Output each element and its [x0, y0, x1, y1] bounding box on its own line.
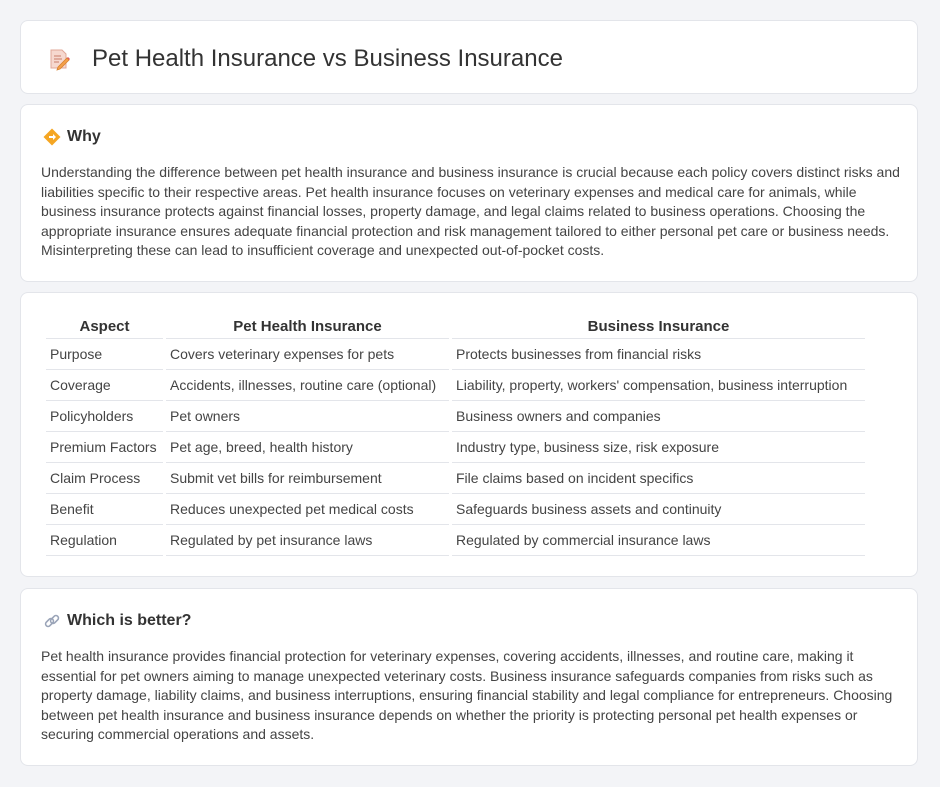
- table-cell: Submit vet bills for reimbursement: [166, 463, 449, 494]
- table-cell: Covers veterinary expenses for pets: [166, 339, 449, 370]
- table-cell: Business owners and companies: [452, 401, 865, 432]
- column-header: Pet Health Insurance: [166, 315, 449, 339]
- table-cell: Protects businesses from financial risks: [452, 339, 865, 370]
- table-cell: Claim Process: [46, 463, 163, 494]
- document-pencil-icon: [47, 47, 71, 71]
- table-cell: Benefit: [46, 494, 163, 525]
- column-header: Business Insurance: [452, 315, 865, 339]
- table-cell: Purpose: [46, 339, 163, 370]
- table-row: [46, 525, 865, 556]
- why-text: Understanding the difference between pet health insurance and business insurance is crucial because each policy covers distinct risks and liabilities specific to their respective areas. Pet health insurance focuses on veterinary expenses and medical care for animals, while business insurance protects against financial losses, property damage, and legal claims related to business operations. Choosing the appropriate insurance ensures adequate financial protection and risk management tailored to either personal pet care or business needs. Misinterpreting these can lead to insufficient coverage and unexpected out-of-pocket costs.: [41, 164, 900, 258]
- table-cell: Industry type, business size, risk exposure: [452, 432, 865, 463]
- column-header: Aspect: [46, 315, 163, 339]
- table-row: [46, 339, 865, 370]
- table-cell: Regulation: [46, 525, 163, 556]
- table-cell: Regulated by pet insurance laws: [166, 525, 449, 556]
- which-better-text: Pet health insurance provides financial protection for veterinary expenses, covering accidents, illnesses, and routine care, making it essential for pet owners aiming to manage unexpected veterinary costs. Business insurance safeguards companies from risks such as property damage, liability claims, and business interruptions, ensuring financial stability and legal compliance for entrepreneurs. Choosing between pet health insurance and business insurance depends on whether the priority is protecting personal pet health expenses or securing commercial operations and assets.: [41, 648, 893, 742]
- table-row: [46, 432, 865, 463]
- diamond-arrow-icon: [43, 128, 61, 146]
- table-row: [46, 494, 865, 525]
- comparison-table: [43, 315, 868, 556]
- title-card: [20, 20, 918, 94]
- table-cell: Liability, property, workers' compensation, business interruption: [452, 370, 865, 401]
- link-icon: [43, 612, 61, 630]
- table-row: [46, 401, 865, 432]
- table-cell: Policyholders: [46, 401, 163, 432]
- why-heading: Why: [67, 128, 101, 145]
- table-cell: Accidents, illnesses, routine care (optional): [166, 370, 449, 401]
- table-cell: Coverage: [46, 370, 163, 401]
- table-cell: Pet owners: [166, 401, 449, 432]
- table-cell: Premium Factors: [46, 432, 163, 463]
- table-cell: Regulated by commercial insurance laws: [452, 525, 865, 556]
- table-cell: Safeguards business assets and continuity: [452, 494, 865, 525]
- which-better-section: [20, 588, 918, 766]
- table-cell: File claims based on incident specifics: [452, 463, 865, 494]
- comparison-section: [20, 292, 918, 577]
- table-header-row: [46, 315, 865, 339]
- page-title: Pet Health Insurance vs Business Insurance: [92, 45, 563, 72]
- table-cell: Pet age, breed, health history: [166, 432, 449, 463]
- which-better-heading: Which is better?: [67, 612, 192, 629]
- table-row: [46, 370, 865, 401]
- table-row: [46, 463, 865, 494]
- table-cell: Reduces unexpected pet medical costs: [166, 494, 449, 525]
- why-section: [20, 104, 918, 282]
